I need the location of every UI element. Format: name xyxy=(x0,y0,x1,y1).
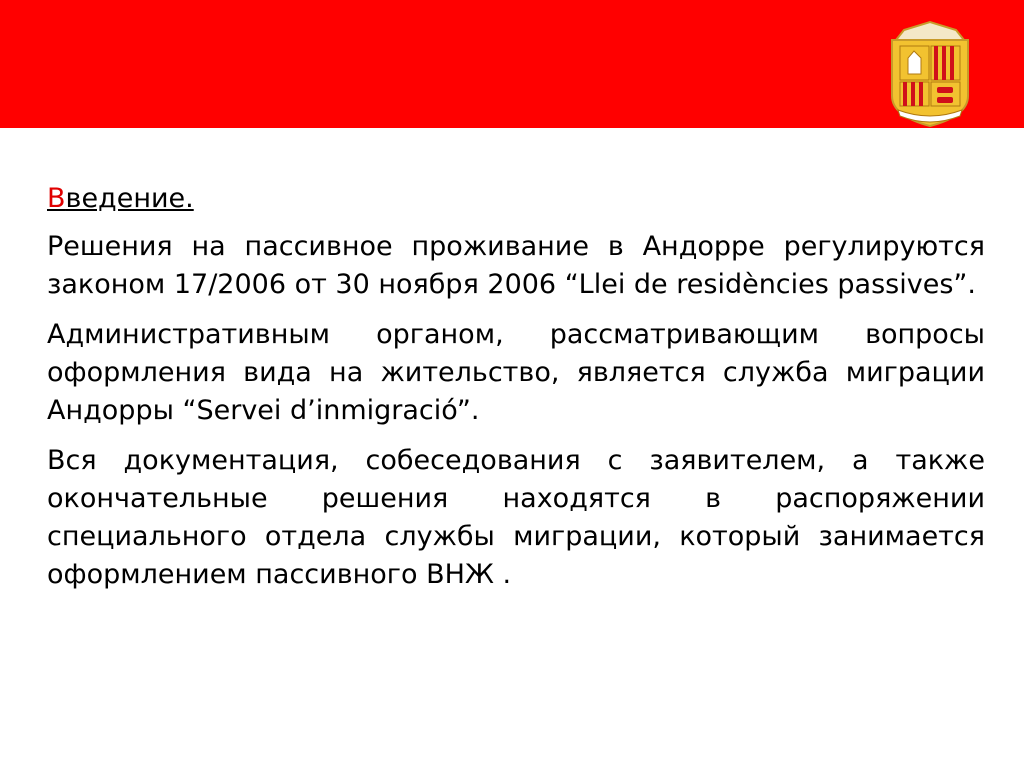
slide-content xyxy=(47,180,985,606)
paragraph-law: Решения на пассивное проживание в Андорре регулируются законом 17/2006 от 30 ноября 2006 “Llei de residències passives”. xyxy=(47,231,985,300)
paragraph-authority: Административным органом, рассматривающим вопросы оформления вида на жительство, является служба миграции Андорры “Servei d’inmigració”. xyxy=(47,319,985,426)
andorra-coat-of-arms-icon xyxy=(884,18,976,130)
heading-first-letter: В xyxy=(47,183,66,214)
top-banner xyxy=(0,0,1024,128)
heading-rest: ведение. xyxy=(65,183,194,214)
paragraph-documentation: Вся документация, собеседования с заявителем, а также окончательные решения находятся в распоряжении специального отдела службы миграции, который занимается оформлением пассивного ВНЖ . xyxy=(47,445,985,590)
section-heading xyxy=(47,180,985,218)
